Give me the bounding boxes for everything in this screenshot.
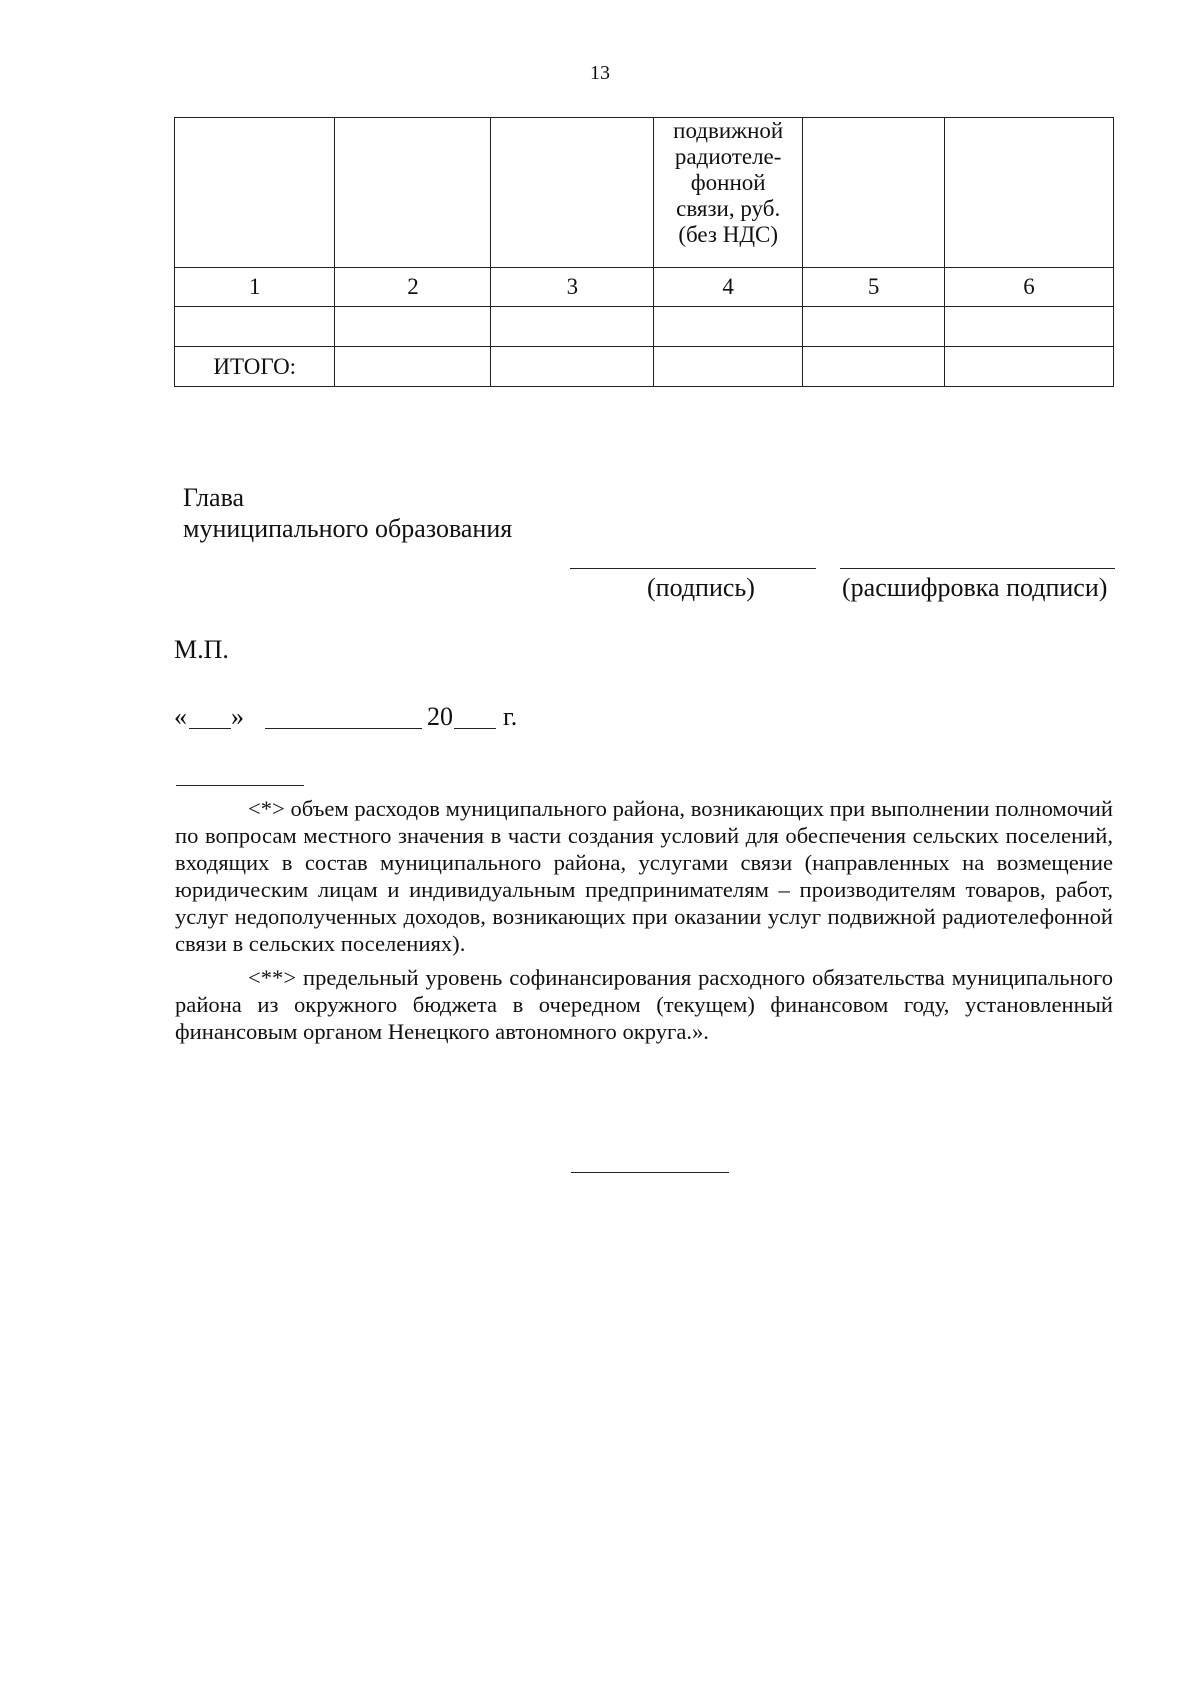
table-cell [945, 307, 1114, 347]
date-close-quote: » [231, 702, 244, 731]
table-cell [175, 307, 335, 347]
date-month-line [265, 728, 422, 729]
head-title-line2: муниципального образования [183, 514, 513, 543]
column-number-6: 6 [945, 268, 1114, 307]
column-number-3: 3 [491, 268, 654, 307]
date-year-prefix: 20 [427, 702, 453, 731]
column-number-row [175, 268, 1114, 307]
signature-line [570, 568, 816, 569]
column-number-4: 4 [654, 268, 803, 307]
table-cell [654, 307, 803, 347]
date-day-line [189, 728, 231, 729]
header-cell-5 [803, 118, 945, 268]
signature-caption: (подпись) [647, 573, 755, 602]
footnote-2: <**> предельный уровень софинансирования расходного обязательства муниципального района из окружного бюджета в очередном (текущем) финансовом году, установленный финансовым органом Ненецкого автономного округа.». [175, 965, 1113, 1044]
table-cell [491, 307, 654, 347]
expense-table [174, 117, 1114, 387]
head-title-line1: Глава [183, 483, 245, 512]
column-number-2: 2 [335, 268, 491, 307]
decoding-caption: (расшифровка подписи) [842, 573, 1108, 602]
table-row [175, 307, 1114, 347]
decoding-line [840, 568, 1115, 569]
stamp-label: М.П. [174, 635, 229, 664]
header-cell-4 [654, 118, 803, 268]
header-cell-6 [945, 118, 1114, 268]
table-cell [803, 307, 945, 347]
page-number: 13 [590, 62, 610, 84]
total-cell [945, 347, 1114, 387]
table-cell [335, 307, 491, 347]
end-separator [571, 1172, 729, 1173]
date-open-quote: « [174, 702, 187, 731]
total-label: ИТОГО: [175, 347, 335, 387]
table-header-row [175, 118, 1114, 268]
total-cell [803, 347, 945, 387]
footnotes [175, 795, 1113, 1045]
column-number-5: 5 [803, 268, 945, 307]
total-cell [491, 347, 654, 387]
header-cell-4-text: подвижной радиотеле-фонной связи, руб. (без НДС) [673, 118, 784, 247]
footnote-1: <*> объем расходов муниципального района, возникающих при выполнении полномочий по вопросам местного значения в части создания условий для обеспечения сельских поселений, входящих в состав муниципального района, услугами связи (направленных на возмещение юридическим лицам и индивидуальным предпринимателям – производителям товаров, работ, услуг недополученных доходов, возникающих при оказании услуг подвижной радиотелефонной связи в сельских поселениях). [175, 796, 1113, 956]
header-cell-2 [335, 118, 491, 268]
header-cell-1 [175, 118, 335, 268]
column-number-1: 1 [175, 268, 335, 307]
footnote-separator [176, 785, 304, 786]
header-cell-3 [491, 118, 654, 268]
total-cell [335, 347, 491, 387]
total-row [175, 347, 1114, 387]
date-year-line [454, 728, 496, 729]
date-year-suffix: г. [503, 702, 518, 731]
total-cell [654, 347, 803, 387]
